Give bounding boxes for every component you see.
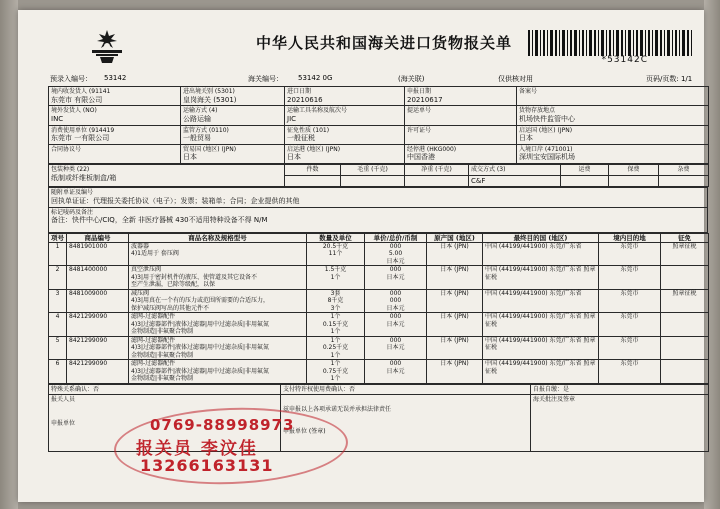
- item-name-line3: 至产生泄漏，已除等级配，以保: [131, 281, 216, 289]
- item-qty-line3: 3个: [330, 304, 341, 312]
- item-name-line2: 4)3|用于密封机件的液压、使管道及其它设备不: [131, 273, 257, 281]
- cell-transit-port: [405, 144, 517, 163]
- value-trade-terms: C&F: [469, 175, 561, 187]
- item-price-line3: 日本元: [386, 344, 405, 352]
- cell-declare-date: [405, 87, 517, 106]
- package-table: [48, 164, 709, 187]
- cell-trade-country: [181, 144, 285, 163]
- attachment-table: [48, 187, 708, 232]
- cell-domestic-consignor: [49, 87, 181, 106]
- item-qty-line2: 0.15千克: [322, 320, 349, 328]
- col-price-total: 单价/总价/币制: [365, 233, 427, 242]
- declaration-document: [48, 28, 708, 488]
- table-row: [49, 242, 709, 266]
- label-declare-date: 申报日期: [407, 88, 432, 95]
- item-qty-line2: 1个: [330, 273, 341, 281]
- item-inner-dest: 东莞市: [599, 242, 661, 266]
- cell-transport-mode: [181, 106, 285, 125]
- item-levy: 照章征税: [661, 289, 709, 313]
- item-levy: 照章征税: [661, 242, 709, 266]
- item-price-line2: 5.00: [388, 250, 403, 258]
- label-marks-remarks: 标记唛码及备注: [51, 208, 94, 216]
- label-net-weight: 净重 (千克): [405, 165, 469, 176]
- item-name-line1: 波器器: [131, 242, 150, 250]
- item-price: [365, 266, 427, 290]
- declaration-statement: 兹申报以上各项承诺无误并承担法律责任: [283, 406, 392, 414]
- value-other-charges: [659, 175, 709, 187]
- cell-supervision-mode: [181, 125, 285, 144]
- label-trade-terms: [469, 165, 561, 176]
- item-no: 1: [49, 242, 67, 266]
- item-code: 8421299090: [67, 336, 129, 360]
- page-number: 页码/页数: 1/1: [646, 75, 693, 83]
- fields-table: [48, 86, 709, 164]
- col-levy-exempt: 征免: [661, 233, 709, 242]
- item-price: [365, 336, 427, 360]
- item-name-line2: 4)3|过滤器部件|液体过滤器|用中过滤杂质|非用氟氮: [131, 320, 270, 328]
- item-inner-dest: 东莞市: [599, 336, 661, 360]
- stamp-declarant-name: 报关员 李汶佳: [136, 439, 258, 459]
- cell-entry-port: [517, 144, 709, 163]
- value-attached-docs: 回执单证证：代理报关委托协议（电子）；发票；装箱单；合同；企业提供的其他: [51, 196, 300, 205]
- background-left: [0, 0, 18, 509]
- item-price-line1: 000: [389, 266, 402, 274]
- table-row: [49, 266, 709, 290]
- value-customs-district: 皇岗海关 (5301): [183, 95, 237, 104]
- label-vessel-name: 运输工具名称及航次号: [287, 107, 348, 115]
- item-origin: 日本 (JPN): [427, 289, 483, 313]
- item-price-line3: 日本元: [386, 304, 405, 312]
- royalty-payment-confirm: 支付特许权使用费确认：否: [281, 384, 531, 395]
- item-destination: 中国 (44199/441900) 东莞/广东省: [483, 242, 599, 266]
- col-origin-country: 原产国 (地区): [427, 233, 483, 242]
- item-qty: [307, 289, 365, 313]
- item-name: [129, 289, 307, 313]
- label-attached-docs: 随附单证及编号: [51, 189, 94, 197]
- item-price-line1: 000: [389, 289, 402, 297]
- item-qty-line3: 1个: [330, 351, 341, 359]
- value-transit-port: 中国香港: [407, 153, 435, 162]
- col-quantity-unit: 数量及单位: [307, 233, 365, 242]
- marks-row: [49, 207, 708, 232]
- item-name: [129, 266, 307, 290]
- item-code: 8421299090: [67, 313, 129, 337]
- label-customs-district: 进出境关别 (5301): [183, 88, 235, 95]
- field-row-3: [49, 125, 709, 144]
- item-qty-line1: 1个: [330, 360, 341, 368]
- item-destination: 中国 (44199/441900) 东莞/广东省: [483, 289, 599, 313]
- item-price: [365, 242, 427, 266]
- label-entry-port: 入境口岸 (471001): [519, 145, 573, 153]
- special-relation-confirm: 特殊关系确认：否: [49, 384, 281, 395]
- col-goods-name: 商品名称及规格型号: [129, 233, 307, 242]
- customs-declaration-paper: [18, 10, 704, 502]
- self-declare-confirm: 自报自缴：是: [531, 384, 709, 395]
- item-name: [129, 360, 307, 384]
- top-info-line: [48, 74, 708, 86]
- item-price-line3: 日本元: [386, 257, 405, 265]
- table-row: [49, 289, 709, 313]
- label-consumer-unit: 消费使用单位 (914419: [51, 126, 115, 134]
- item-code: 8481400000: [67, 266, 129, 290]
- items-header-row: [49, 233, 709, 242]
- cell-departure-port: [285, 144, 405, 163]
- value-marks-remarks: 备注：快件中心/CIQ，全新 非医疗器械 430不适用特种设备不得 N/M: [51, 216, 268, 224]
- item-destination: 中国 (44199/441900) 东莞/广东省 照章征税: [483, 336, 599, 360]
- item-qty-line1: 20.5千克: [322, 242, 349, 250]
- item-qty: [307, 266, 365, 290]
- col-destination-country: 最终目的国 (地区): [483, 233, 599, 242]
- value-supervision-mode: 一般贸易: [183, 134, 211, 142]
- col-item-no: 项号: [49, 233, 67, 242]
- value-departure-port: 日本: [287, 153, 301, 162]
- item-code: 8421299090: [67, 360, 129, 384]
- item-name-line2: 4)1适用于 套压阀: [131, 250, 179, 258]
- item-inner-dest: 东莞市: [599, 266, 661, 290]
- item-price: [365, 360, 427, 384]
- attachment-row: [49, 188, 708, 207]
- cell-storage-place: [517, 106, 709, 125]
- item-qty-line3: 1个: [330, 328, 341, 336]
- item-name-line3: 金物制造|非氟聚合物制: [131, 328, 194, 336]
- item-inner-dest: 东莞市: [599, 289, 661, 313]
- cell-import-date: [285, 87, 405, 106]
- item-name-line3: 保护减压阀写出的其他元件不: [131, 304, 210, 312]
- item-qty-line2: 8千克: [327, 297, 344, 305]
- value-departure-country: 日本: [519, 134, 533, 142]
- check-note: 仅供核对用: [498, 75, 533, 83]
- item-qty-line1: 1个: [330, 336, 341, 344]
- label-declare-unit: 申报单位: [51, 419, 76, 427]
- item-no: 5: [49, 336, 67, 360]
- item-price-line3: 日本元: [386, 320, 405, 328]
- item-name-line1: 滤网-过滤器配件: [131, 360, 176, 368]
- label-transport-mode: 运输方式 (4): [183, 107, 218, 115]
- cell-levy-nature: [285, 125, 405, 144]
- page-title: 中华人民共和国海关进口货物报关单: [255, 34, 512, 52]
- document-header: [48, 28, 708, 74]
- label-record-no: 备案号: [519, 88, 538, 95]
- item-inner-dest: 东莞市: [599, 360, 661, 384]
- item-qty-line2: 0.25千克: [322, 344, 349, 352]
- value-declare-date: 20210617: [407, 95, 443, 104]
- label-trade-country: 贸易国 (地区) (JPN): [183, 145, 237, 153]
- label-package-type: 包装种类 (22): [51, 166, 90, 173]
- item-origin: 日本 (JPN): [427, 313, 483, 337]
- item-name-line2: 4)3|过滤器部件|液体过滤器|用中过滤杂质|非用氟氮: [131, 344, 270, 352]
- label-bill-no: 提运单号: [407, 107, 432, 115]
- cell-marks-remarks: [49, 207, 708, 232]
- label-import-date: 进口日期: [287, 88, 312, 95]
- cell-contract-no: [49, 144, 181, 163]
- label-unit-seal: 申报单位 (签章): [283, 427, 326, 435]
- item-code: 8481901000: [67, 242, 129, 266]
- label-overseas-consignor: 境外发货人 (NO): [51, 107, 97, 115]
- item-levy: [661, 313, 709, 337]
- cell-overseas-consignor: [49, 106, 181, 125]
- item-name-line3: 金物制造|非氟聚合物制: [131, 351, 194, 359]
- value-package-type: 纸制或纤维板制盒/箱: [51, 173, 117, 182]
- col-domestic-destination: 境内目的地: [599, 233, 661, 242]
- item-origin: 日本 (JPN): [427, 360, 483, 384]
- background-top: [0, 0, 720, 10]
- label-contract-no: 合同协议号: [51, 145, 82, 153]
- value-import-date: 20210616: [287, 95, 323, 104]
- item-price-line1: 000: [389, 360, 402, 368]
- value-gross-weight: [341, 175, 405, 187]
- item-name-line2: 4)3|用真在一个有的压力或范围所需要的合适压力，: [131, 297, 269, 305]
- item-no: 6: [49, 360, 67, 384]
- item-price-line3: 日本元: [386, 367, 405, 375]
- decl-no-label: 预录入编号：: [50, 75, 92, 83]
- item-price-line2: 000: [389, 297, 402, 305]
- item-name-line1: 真空泄压阀: [131, 266, 162, 274]
- value-insurance: [609, 175, 659, 187]
- value-overseas-consignor: INC: [51, 114, 64, 123]
- label-license-no: 许可证号: [407, 126, 432, 134]
- item-levy: [661, 336, 709, 360]
- item-code: 8481009000: [67, 289, 129, 313]
- item-qty-line2: 0.75千克: [322, 367, 349, 375]
- item-no: 3: [49, 289, 67, 313]
- cell-vessel-name: [285, 106, 405, 125]
- item-qty-line1: 1个: [330, 313, 341, 321]
- item-name: [129, 242, 307, 266]
- label-insurance: 保费: [609, 165, 659, 176]
- customs-emblem-icon: [82, 28, 132, 66]
- label-freight: 运费: [561, 165, 609, 176]
- col-hs-code: 商品编号: [67, 233, 129, 242]
- label-departure-port: 启运港 (地区) (JPN): [287, 145, 341, 153]
- item-name-line3: 金物制造|非氟聚合物制: [131, 375, 194, 383]
- label-customs-endorsement: 海关批注及签章: [533, 396, 576, 404]
- item-qty-line2: 11个: [328, 250, 343, 258]
- item-origin: 日本 (JPN): [427, 266, 483, 290]
- value-levy-nature: 一般征税: [287, 134, 315, 142]
- item-price: [365, 313, 427, 337]
- table-row: [49, 313, 709, 337]
- cell-consumer-unit: [49, 125, 181, 144]
- barcode-number: *53142C: [601, 55, 648, 65]
- value-transport-mode: 公路运输: [183, 114, 211, 123]
- item-price-line1: 000: [389, 336, 402, 344]
- item-origin: 日本 (JPN): [427, 242, 483, 266]
- cell-license-no: [405, 125, 517, 144]
- label-levy-nature: 征免性质 (101): [287, 126, 330, 134]
- item-destination: 中国 (44199/441900) 东莞/广东省 照章征税: [483, 313, 599, 337]
- cell-record-no: [517, 87, 709, 106]
- cell-attached-docs: [49, 188, 708, 207]
- item-inner-dest: 东莞市: [599, 313, 661, 337]
- item-origin: 日本 (JPN): [427, 336, 483, 360]
- field-row-2: [49, 106, 709, 125]
- customs-no-label: 海关编号：: [248, 75, 283, 83]
- footer-confirm-row: [49, 384, 709, 395]
- item-destination: 中国 (44199/441900) 东莞/广东省 照章征税: [483, 360, 599, 384]
- label-other-charges: 杂费: [659, 165, 709, 176]
- label-departure-country: 启运国 (地区) (JPN): [519, 126, 573, 134]
- item-no: 4: [49, 313, 67, 337]
- customs-no-value: 53142 0G: [298, 74, 333, 82]
- value-freight: [561, 175, 609, 187]
- item-qty-line1: 3套: [330, 289, 341, 297]
- value-trade-country: 日本: [183, 153, 197, 162]
- table-row: [49, 360, 709, 384]
- label-storage-place: 货物存放地点: [519, 107, 556, 115]
- item-levy: [661, 360, 709, 384]
- items-table: [48, 233, 709, 384]
- cell-package-type: [49, 165, 285, 187]
- label-transit-port: 经停港 (HKG000): [407, 145, 457, 153]
- value-domestic-consignor: 东莞市 有限公司: [51, 95, 103, 104]
- item-name-line2: 4)3|过滤器部件|液体过滤器|用中过滤杂质|非用氟氮: [131, 367, 270, 375]
- field-row-4: [49, 144, 709, 163]
- item-qty: [307, 242, 365, 266]
- label-supervision-mode: 监管方式 (0110): [183, 126, 229, 134]
- cell-customs-district: [181, 87, 285, 106]
- item-destination: 中国 (44199/441900) 东莞/广东省 照章征税: [483, 266, 599, 290]
- item-qty: [307, 313, 365, 337]
- item-qty-line3: 1个: [330, 375, 341, 383]
- label-domestic-consignor: 境内收发货人 (91141: [51, 88, 111, 95]
- value-storage-place: 机场快件监管中心: [519, 114, 575, 123]
- value-piece-count: [285, 175, 341, 187]
- cell-departure-country: [517, 125, 709, 144]
- item-qty: [307, 360, 365, 384]
- stamp-phone-top: 0769-88998973: [150, 416, 295, 434]
- cell-bill-no: [405, 106, 517, 125]
- package-row: [49, 165, 709, 176]
- label-gross-weight: 毛重 (千克): [341, 165, 405, 176]
- decl-no-value: 53142: [104, 74, 127, 82]
- label-declarant: 报关人员: [51, 396, 76, 404]
- table-row: [49, 336, 709, 360]
- cell-customs-endorsement: [531, 395, 709, 452]
- trade-terms-label-text: 成交方式 (3): [471, 166, 506, 173]
- item-qty: [307, 336, 365, 360]
- value-entry-port: 深圳宝安国际机场: [519, 153, 575, 162]
- item-name-line1: 减压阀: [131, 289, 150, 297]
- value-consumer-unit: 东莞市 一有限公司: [51, 134, 110, 142]
- label-piece-count: 件数: [285, 165, 341, 176]
- item-price-line1: 000: [389, 313, 402, 321]
- customs-copy-mark: (海关联): [398, 75, 425, 83]
- item-name: [129, 313, 307, 337]
- item-name: [129, 336, 307, 360]
- item-levy: [661, 266, 709, 290]
- field-row-1: [49, 87, 709, 106]
- item-name-line1: 滤网-过滤器配件: [131, 336, 176, 344]
- stamp-phone-bottom: 13266163131: [140, 456, 274, 475]
- barcode: [526, 30, 694, 56]
- item-price-line3: 日本元: [386, 273, 405, 281]
- value-vessel-name: JIC: [287, 114, 297, 123]
- item-no: 2: [49, 266, 67, 290]
- item-name-line1: 滤网-过滤器配件: [131, 313, 176, 321]
- item-price-line1: 000: [389, 242, 402, 250]
- item-qty-line1: 1.5千克: [324, 266, 347, 274]
- value-net-weight: [405, 175, 469, 187]
- item-price: [365, 289, 427, 313]
